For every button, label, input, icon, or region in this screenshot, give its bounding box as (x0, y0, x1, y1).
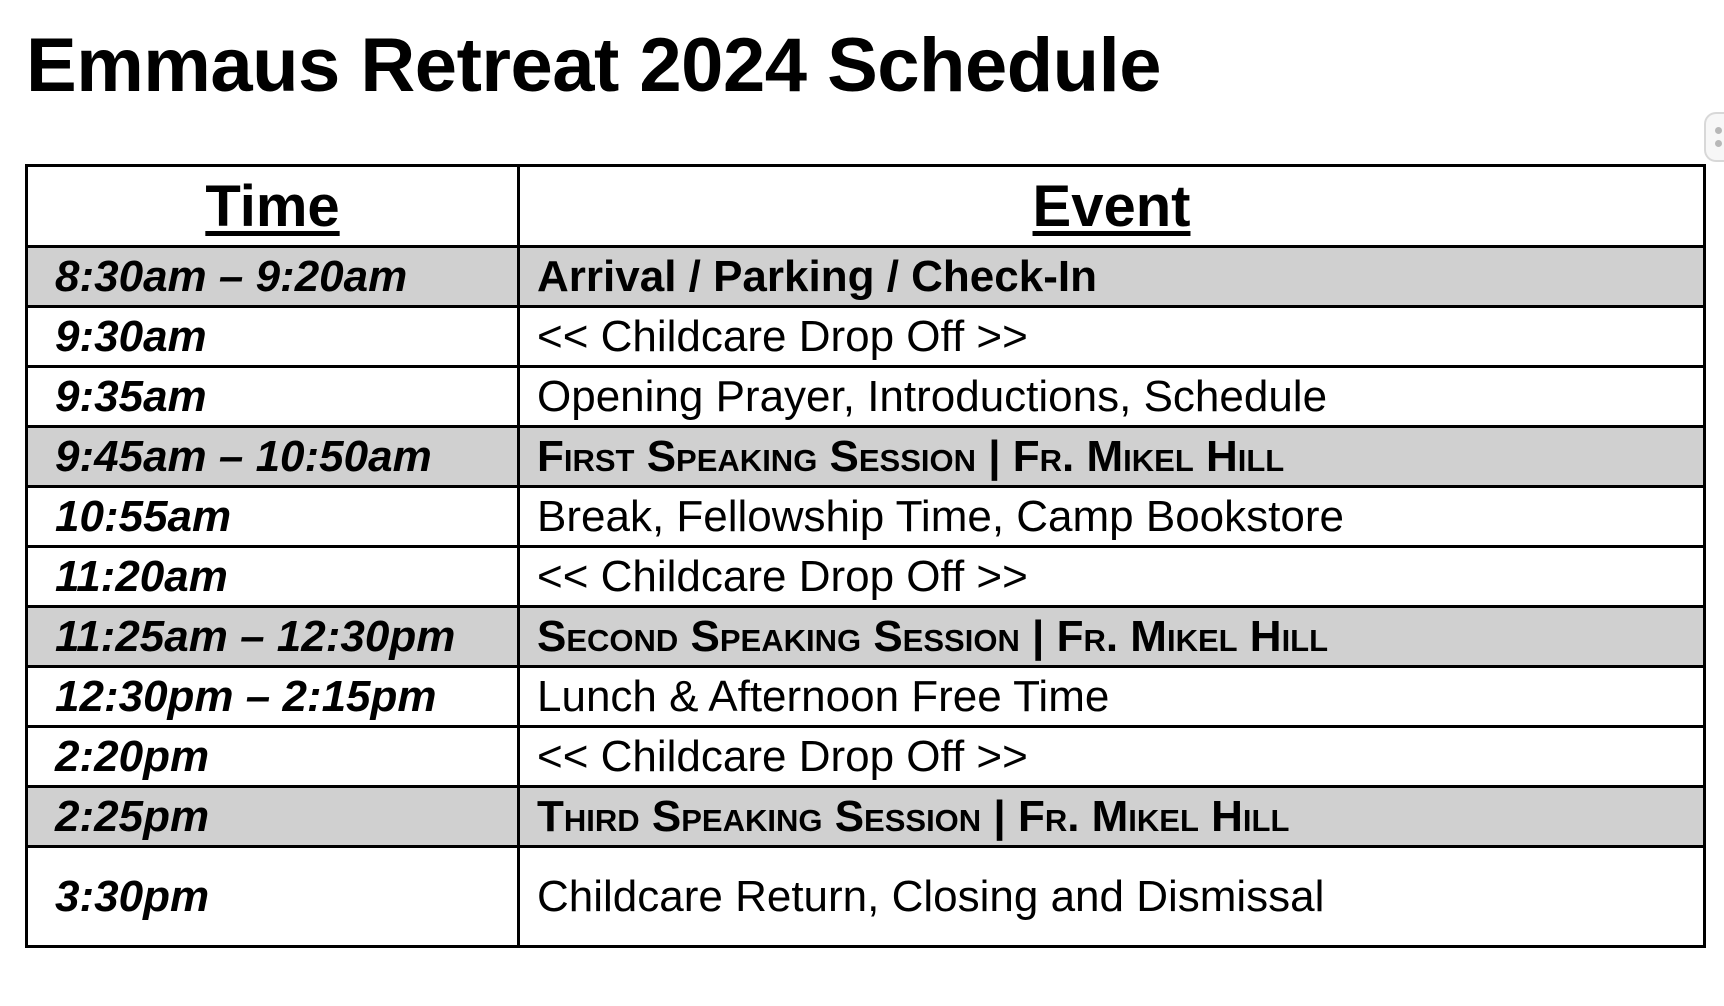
time-cell: 9:30am (27, 307, 519, 367)
event-cell (519, 367, 1705, 427)
event-cell (519, 487, 1705, 547)
event-cell (519, 247, 1705, 307)
schedule-row (27, 307, 1705, 367)
event-text: Childcare Return, Closing and Dismissal (537, 871, 1325, 921)
event-text: << Childcare Drop Off >> (537, 551, 1028, 601)
event-cell (519, 607, 1705, 667)
schedule-table (25, 164, 1706, 948)
time-column-header: Time (27, 166, 519, 247)
schedule-row (27, 667, 1705, 727)
session-title: Third Speaking Session | Fr. Mikel Hill (537, 791, 1290, 841)
schedule-row (27, 727, 1705, 787)
time-cell: 3:30pm (27, 847, 519, 947)
time-cell: 8:30am – 9:20am (27, 247, 519, 307)
event-cell (519, 727, 1705, 787)
time-cell: 9:35am (27, 367, 519, 427)
handle-dot-icon (1715, 140, 1722, 147)
event-text: Break, Fellowship Time, Camp Bookstore (537, 491, 1344, 541)
table-header-row (27, 166, 1705, 247)
time-cell: 11:25am – 12:30pm (27, 607, 519, 667)
event-text: << Childcare Drop Off >> (537, 731, 1028, 781)
schedule-row (27, 547, 1705, 607)
time-cell: 2:25pm (27, 787, 519, 847)
time-cell: 2:20pm (27, 727, 519, 787)
schedule-row (27, 427, 1705, 487)
side-panel-handle[interactable] (1704, 112, 1724, 162)
schedule-row (27, 367, 1705, 427)
schedule-row (27, 787, 1705, 847)
event-cell (519, 427, 1705, 487)
event-cell (519, 847, 1705, 947)
event-text: << Childcare Drop Off >> (537, 311, 1028, 361)
time-cell: 9:45am – 10:50am (27, 427, 519, 487)
schedule-row (27, 247, 1705, 307)
schedule-row (27, 607, 1705, 667)
schedule-row (27, 847, 1705, 947)
time-cell: 11:20am (27, 547, 519, 607)
event-cell (519, 547, 1705, 607)
schedule-body (27, 247, 1705, 947)
event-text: Lunch & Afternoon Free Time (537, 671, 1110, 721)
event-cell (519, 307, 1705, 367)
event-text: Arrival / Parking / Check-In (537, 251, 1097, 301)
session-title: Second Speaking Session | Fr. Mikel Hill (537, 611, 1329, 661)
session-title: First Speaking Session | Fr. Mikel Hill (537, 431, 1285, 481)
schedule-row (27, 487, 1705, 547)
handle-dot-icon (1715, 127, 1722, 134)
event-text: Opening Prayer, Introductions, Schedule (537, 371, 1328, 421)
page-title: Emmaus Retreat 2024 Schedule (26, 23, 1161, 108)
event-column-header: Event (519, 166, 1705, 247)
time-cell: 12:30pm – 2:15pm (27, 667, 519, 727)
event-cell (519, 787, 1705, 847)
event-cell (519, 667, 1705, 727)
time-cell: 10:55am (27, 487, 519, 547)
